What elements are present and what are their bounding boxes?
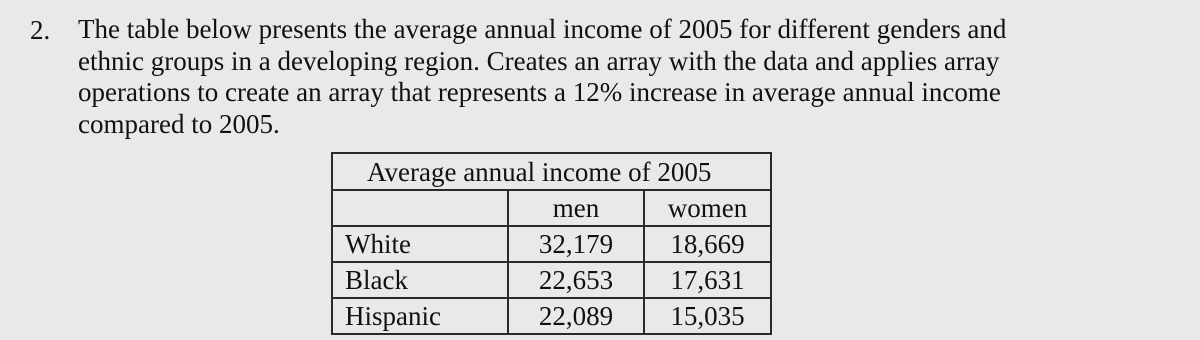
table-row xyxy=(332,298,771,334)
table-row xyxy=(332,226,771,262)
problem-text: The table below presents the average annual income of 2005 for different genders and ethnic groups in a developing region. Creates an array with the data and applies array operations to create an array that represents a 12% increase in average annual income compared to 2005. xyxy=(78,14,1007,139)
header-empty xyxy=(332,190,508,226)
row-label: Hispanic xyxy=(332,298,508,334)
cell-men: 22,089 xyxy=(508,298,644,334)
row-label: Black xyxy=(332,262,508,298)
cell-men: 32,179 xyxy=(508,226,644,262)
header-women: women xyxy=(644,190,771,226)
cell-women: 18,669 xyxy=(644,226,771,262)
cell-men: 22,653 xyxy=(508,262,644,298)
cell-women: 15,035 xyxy=(644,298,771,334)
table-caption: Average annual income of 2005 xyxy=(332,153,771,190)
problem-number: 2. xyxy=(30,15,51,45)
cell-women: 17,631 xyxy=(644,262,771,298)
table-header-row xyxy=(332,190,771,226)
row-label: White xyxy=(332,226,508,262)
table-row xyxy=(332,262,771,298)
header-men: men xyxy=(508,190,644,226)
income-table xyxy=(331,152,772,335)
